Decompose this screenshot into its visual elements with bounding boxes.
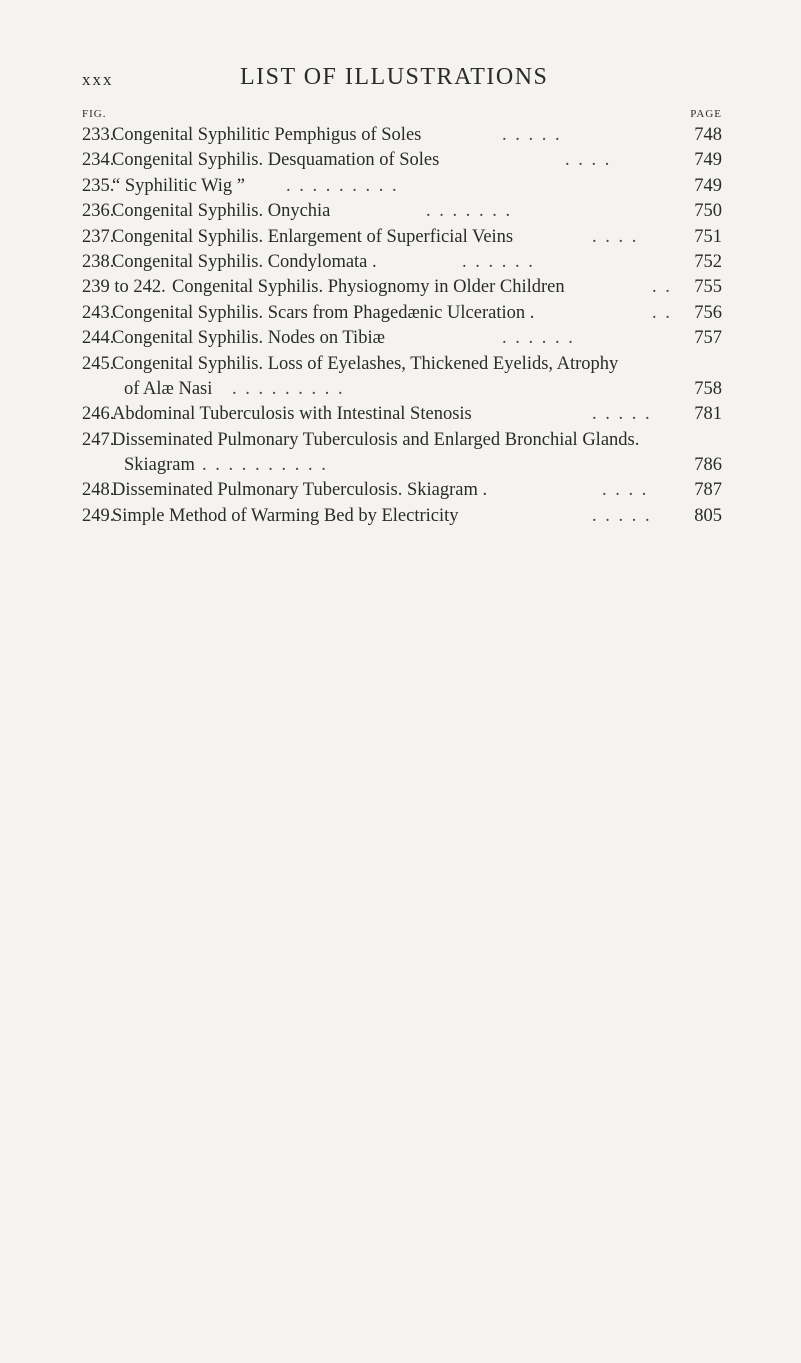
page-number: 750 <box>694 201 722 222</box>
entry-title: Congenital Syphilis. Enlargement of Superficial Veins <box>112 226 514 247</box>
page-number: 752 <box>694 251 722 272</box>
page-number: 749 <box>694 150 722 171</box>
dot-leaders: . . . . . . <box>462 251 535 272</box>
dot-leaders: . . . . <box>602 480 649 501</box>
entry-title: Disseminated Pulmonary Tuberculosis and Enlarged Bronchial Glands. <box>112 429 640 450</box>
dot-leaders: . . . . . . . . . <box>286 175 399 196</box>
illustrations-list <box>82 123 722 529</box>
entry-title: Congenital Syphilitic Pemphigus of Soles <box>112 125 422 145</box>
list-entry <box>82 478 722 503</box>
page-number: 756 <box>694 302 722 323</box>
list-entry <box>82 326 722 351</box>
entry-title: Congenital Syphilis. Nodes on Tibiæ <box>112 328 385 349</box>
page-number: 749 <box>694 175 722 196</box>
list-entry <box>82 352 722 403</box>
list-entry <box>82 148 722 173</box>
dot-leaders: . . . . . . . . . . <box>202 455 328 476</box>
fig-column-heading: FIG. <box>82 108 107 120</box>
dot-leaders: . . . . <box>565 150 612 171</box>
dot-leaders: . . . . . <box>592 505 652 526</box>
fig-number: 233. <box>82 125 115 145</box>
list-entry <box>82 504 722 529</box>
page-number: 751 <box>694 226 722 247</box>
page-number: 757 <box>694 328 722 349</box>
list-entry <box>82 250 722 275</box>
entry-title: Congenital Syphilis. Onychia <box>112 201 331 222</box>
list-entry <box>82 225 722 250</box>
entry-title: Simple Method of Warming Bed by Electricity <box>112 505 459 526</box>
fig-number: 244. <box>82 328 115 349</box>
page-number: 781 <box>694 404 722 425</box>
page-number: 755 <box>694 277 722 298</box>
entry-title-continuation: of Alæ Nasi <box>124 378 213 399</box>
list-entry <box>82 123 722 148</box>
page-folio: xxx <box>82 70 114 89</box>
list-entry <box>82 199 722 224</box>
entry-title: Congenital Syphilis. Physiognomy in Older Children <box>172 277 565 298</box>
fig-number: 243. <box>82 302 115 323</box>
fig-number: 235. <box>82 175 115 196</box>
dot-leaders: . . . . <box>592 226 639 247</box>
dot-leaders: . . . . . . . <box>426 201 513 222</box>
entry-title: Congenital Syphilis. Desquamation of Soles <box>112 150 440 171</box>
list-entry <box>82 428 722 479</box>
list-entry <box>82 275 722 300</box>
fig-number: 246. <box>82 404 115 425</box>
entry-title: “ Syphilitic Wig ” <box>112 175 246 196</box>
dot-leaders: . . . . . <box>592 404 652 425</box>
entry-title-continuation: Skiagram <box>124 455 195 476</box>
page-number: 758 <box>694 378 722 399</box>
entry-title: Congenital Syphilis. Scars from Phagedænic Ulceration . <box>112 302 535 323</box>
list-entry <box>82 174 722 199</box>
fig-number: 245. <box>82 353 115 374</box>
running-title: LIST OF ILLUSTRATIONS <box>240 64 549 90</box>
column-headings <box>82 108 722 122</box>
page-number: 805 <box>694 505 722 526</box>
fig-number: 236. <box>82 201 115 222</box>
page-number: 787 <box>694 480 722 501</box>
entry-title: Abdominal Tuberculosis with Intestinal Stenosis <box>112 404 472 425</box>
running-header <box>82 64 722 94</box>
list-entry <box>82 301 722 326</box>
entry-title: Congenital Syphilis. Condylomata . <box>112 251 377 272</box>
page-number: 748 <box>694 125 722 145</box>
dot-leaders: . . . . . . . . . <box>232 378 345 399</box>
fig-number: 248. <box>82 480 115 501</box>
dot-leaders: . . <box>652 277 672 298</box>
dot-leaders: . . . . . . <box>502 328 575 349</box>
fig-number: 238. <box>82 251 115 272</box>
fig-number: 249. <box>82 505 115 526</box>
dot-leaders: . . . . . <box>502 125 562 145</box>
fig-number: 237. <box>82 226 115 247</box>
list-entry <box>82 402 722 427</box>
entry-title: Disseminated Pulmonary Tuberculosis. Skiagram . <box>112 480 488 501</box>
page-number: 786 <box>694 455 722 476</box>
page-column-heading: PAGE <box>690 108 722 120</box>
fig-number: 247. <box>82 429 115 450</box>
fig-number: 239 to 242. <box>82 277 166 298</box>
dot-leaders: . . <box>652 302 672 323</box>
fig-number: 234. <box>82 150 115 171</box>
entry-title: Congenital Syphilis. Loss of Eyelashes, Thickened Eyelids, Atrophy <box>112 353 619 374</box>
